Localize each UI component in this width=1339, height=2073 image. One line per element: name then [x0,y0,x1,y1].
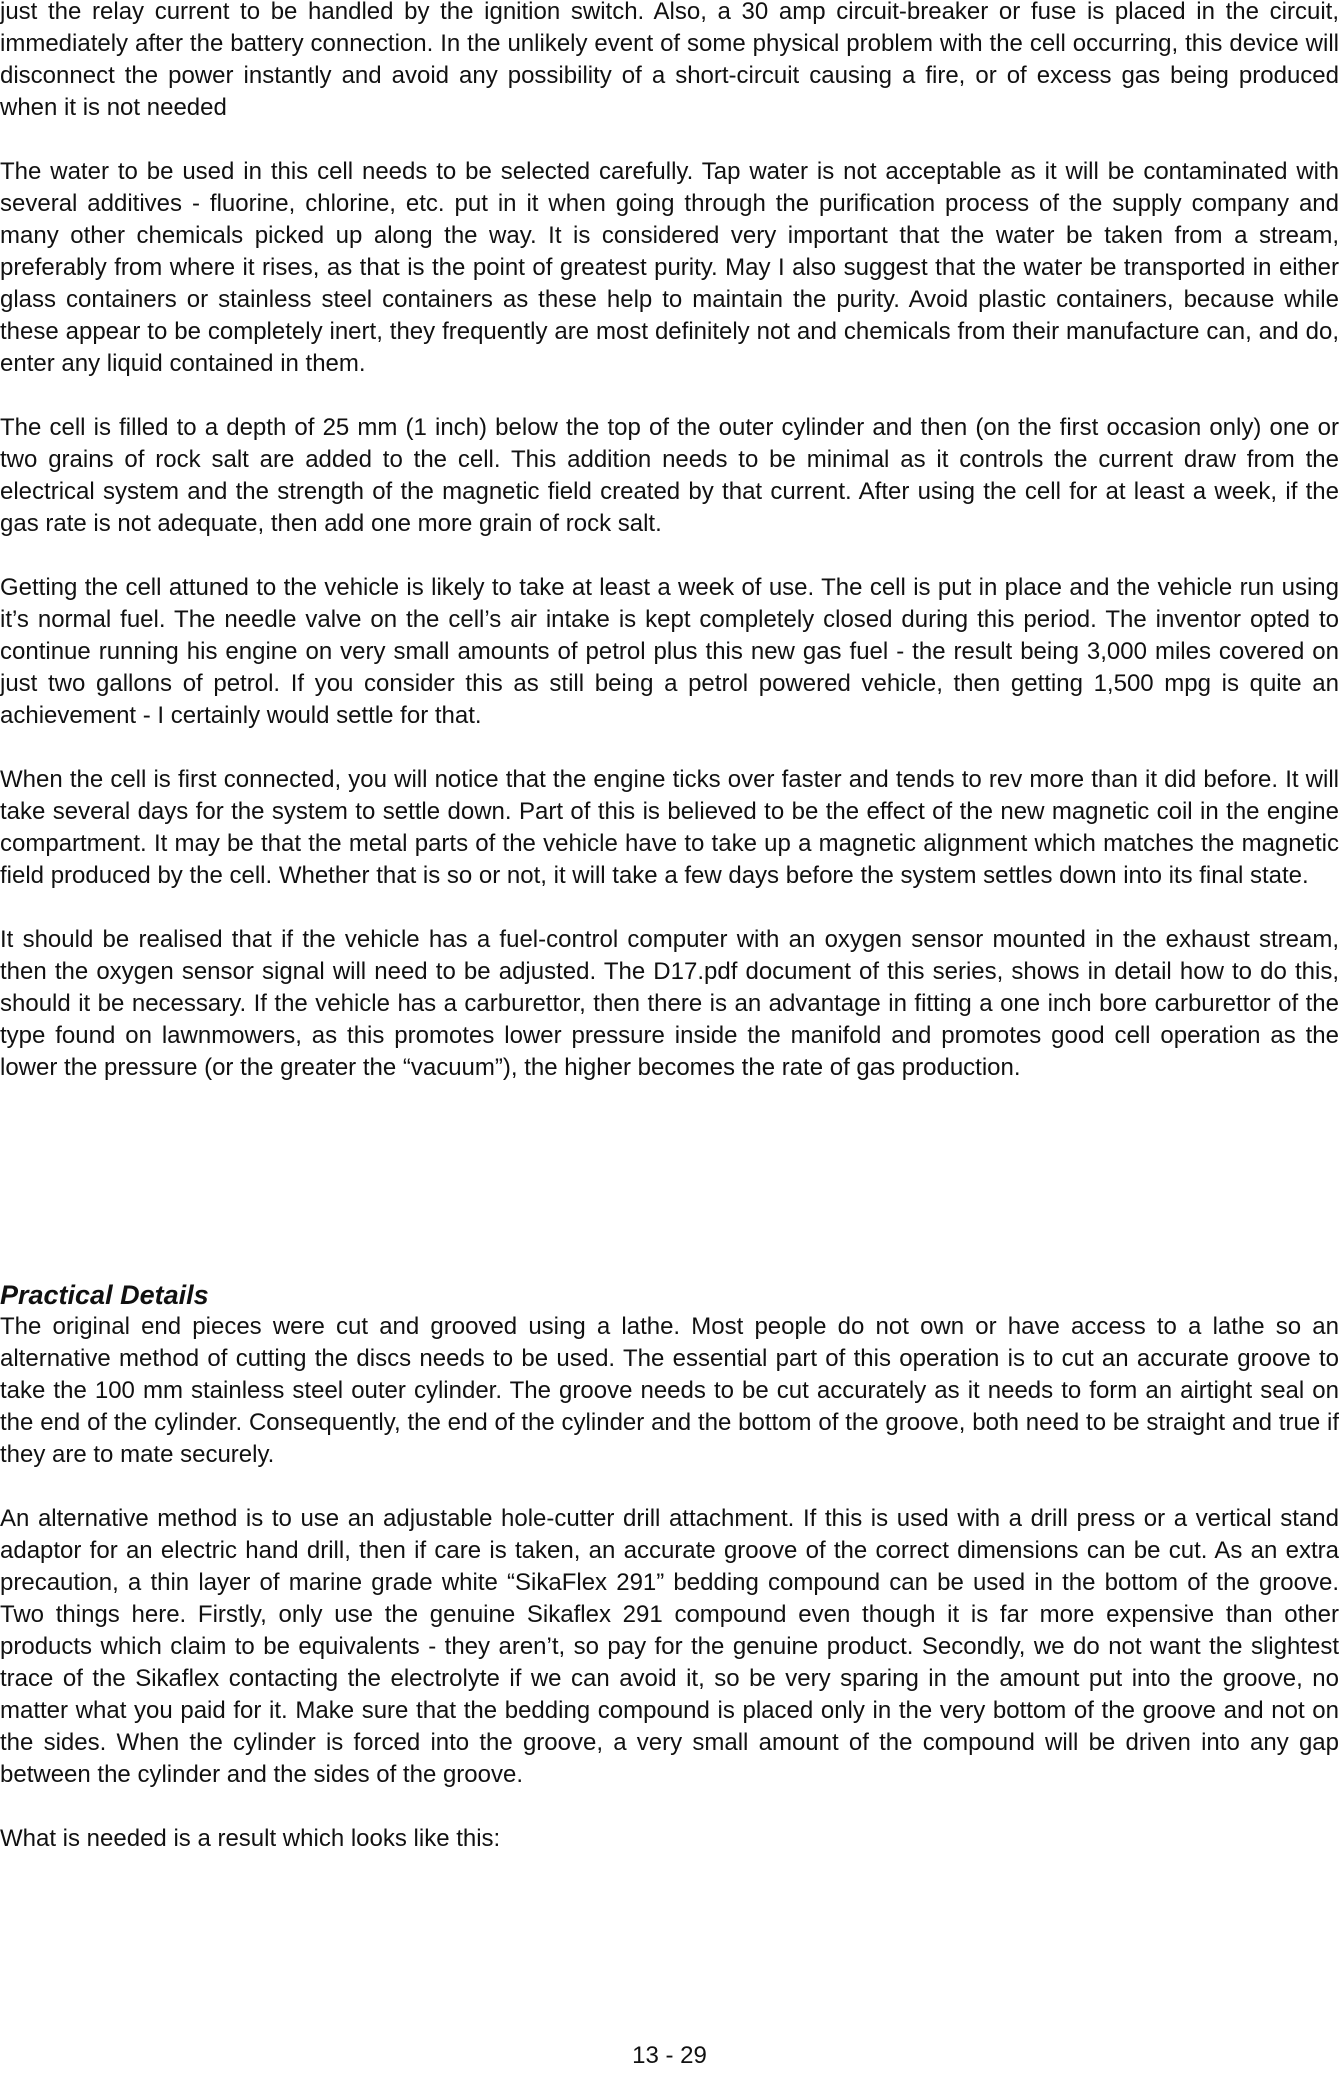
paragraph-attuning: Getting the cell attuned to the vehicle is likely to take at least a week of use. The cell is put in place and the vehicle run using it’s normal fuel. The needle valve on the cell’s air intake is kept completely closed during this period. The inventor opted to continue running his engine on very small amounts of petrol plus this new gas fuel - the result being 3,000 miles covered on just two gallons of petrol. If you consider this as still being a petrol powered vehicle, then getting 1,500 mpg is quite an achievement - I certainly would settle for that. [0,574,1339,729]
paragraph-water: The water to be used in this cell needs to be selected carefully. Tap water is not acceptable as it will be contaminated with several additives - fluorine, chlorine, etc. put in it when going through the purification process of the supply company and many other chemicals picked up along the way. It is considered very important that the water be taken from a stream, preferably from where it rises, as that is the point of greatest purity. May I also suggest that the water be transported in either glass containers or stainless steel containers as these help to maintain the purity. Avoid plastic containers, because while these appear to be completely inert, they frequently are most definitely not and chemicals from their manufacture can, and do, enter any liquid contained in them. [0,158,1339,377]
paragraph-relay: just the relay current to be handled by the ignition switch. Also, a 30 amp circuit-breaker or fuse is placed in the circuit, immediately after the battery connection. In the unlikely event of some physical problem with the cell occurring, this device will disconnect the power instantly and avoid any possibility of a short-circuit causing a fire, or of excess gas being produced when it is not needed [0,0,1339,121]
paragraph-oxygen-sensor: It should be realised that if the vehicle has a fuel-control computer with an oxygen sensor mounted in the exhaust stream, then the oxygen sensor signal will need to be adjusted. The D17.pdf document of this series, shows in detail how to do this, should it be necessary. If the vehicle has a carburettor, then there is an advantage in fitting a one inch bore carburettor of the type found on lawnmowers, as this promotes lower pressure inside the manifold and promotes good cell operation as the lower the pressure (or the greater the “vacuum”), the higher becomes the rate of gas production. [0,926,1339,1081]
page-number: 13 - 29 [632,2042,707,2069]
paragraph-hole-cutter: An alternative method is to use an adjustable hole-cutter drill attachment. If this is used with a drill press or a vertical stand adaptor for an electric hand drill, then if care is taken, an accurate groove of the correct dimensions can be cut. As an extra precaution, a thin layer of marine grade white “SikaFlex 291” bedding compound can be used in the bottom of the groove. Two things here. Firstly, only use the genuine Sikaflex 291 compound even though it is far more expensive than other products which claim to be equivalents - they aren’t, so pay for the genuine product. Secondly, we do not want the slightest trace of the Sikaflex contacting the electrolyte if we can avoid it, so be very sparing in the amount put into the groove, no matter what you paid for it. Make sure that the bedding compound is placed only in the very bottom of the groove and not on the sides. When the cylinder is forced into the groove, a very small amount of the compound will be driven into any gap between the cylinder and the sides of the groove. [0,1505,1339,1788]
paragraph-first-connection: When the cell is first connected, you will notice that the engine ticks over faster and tends to rev more than it did before. It will take several days for the system to settle down. Part of this is believed to be the effect of the new magnetic coil in the engine compartment. It may be that the metal parts of the vehicle have to take up a magnetic alignment which matches the magnetic field produced by the cell. Whether that is so or not, it will take a few days before the system settles down into its final state. [0,766,1339,889]
paragraph-filling: The cell is filled to a depth of 25 mm (1 inch) below the top of the outer cylinder and then (on the first occasion only) one or two grains of rock salt are added to the cell. This addition needs to be minimal as it controls the current draw from the electrical system and the strength of the magnetic field created by that current. After using the cell for at least a week, if the gas rate is not adequate, then add one more grain of rock salt. [0,414,1339,537]
paragraph-end-pieces: The original end pieces were cut and grooved using a lathe. Most people do not own or have access to a lathe so an alternative method of cutting the discs needs to be used. The essential part of this operation is to cut an accurate groove to take the 100 mm stainless steel outer cylinder. The groove needs to be cut accurately as it needs to form an airtight seal on the end of the cylinder. Consequently, the end of the cylinder and the bottom of the groove, both need to be straight and true if they are to mate securely. [0,1313,1339,1468]
section-body-2 [0,1279,1339,1855]
paragraph-result: What is needed is a result which looks like this: [0,1825,501,1852]
section-heading: Practical Details [0,1280,209,1310]
